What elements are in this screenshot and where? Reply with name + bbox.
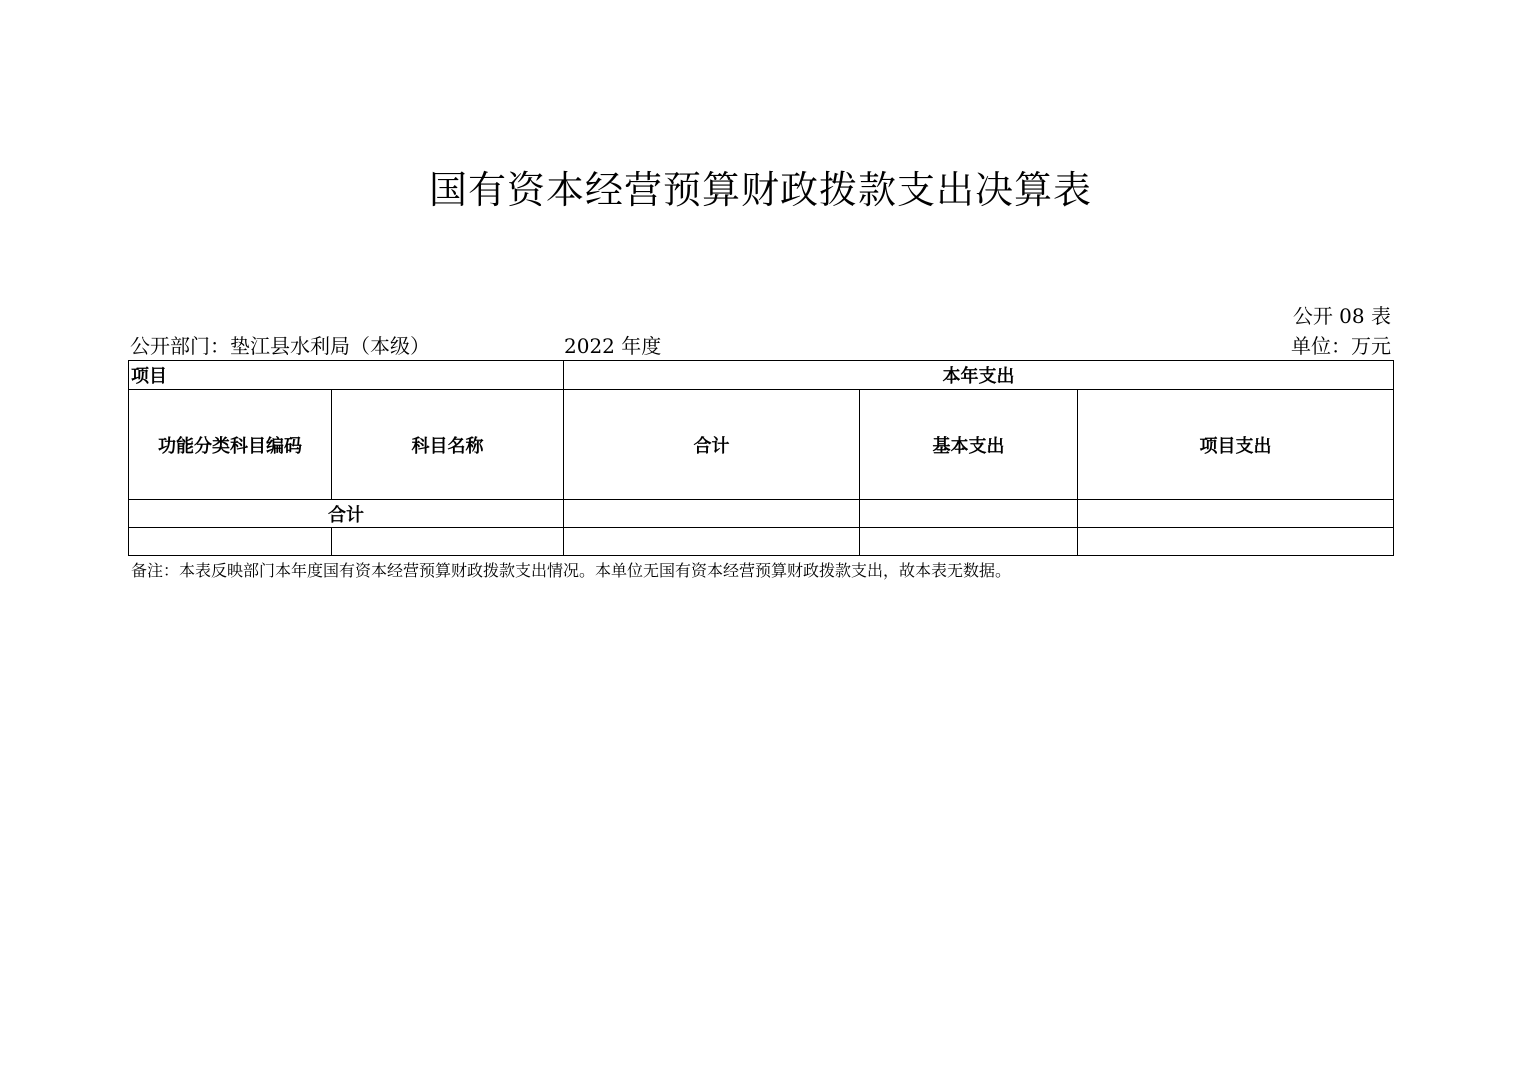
- col-header-total: 合计: [564, 390, 860, 500]
- table-total-row: [129, 500, 1394, 528]
- col-header-project: 项目支出: [1078, 390, 1394, 500]
- table-column-header-row: [129, 390, 1394, 500]
- expenditure-table: [128, 360, 1394, 556]
- footnote: 备注：本表反映部门本年度国有资本经营预算财政拨款支出情况。本单位无国有资本经营预算财政拨款支出，故本表无数据。: [131, 561, 1012, 580]
- total-label: 合计: [129, 500, 564, 528]
- unit-label: 单位：万元: [1291, 334, 1391, 358]
- row-project-cell: [1078, 528, 1394, 556]
- col-header-name: 科目名称: [332, 390, 564, 500]
- page-title: 国有资本经营预算财政拨款支出决算表: [428, 168, 1092, 212]
- col-header-basic: 基本支出: [860, 390, 1078, 500]
- col-header-code: 功能分类科目编码: [129, 390, 332, 500]
- row-name-cell: [332, 528, 564, 556]
- total-sum-cell: [564, 500, 860, 528]
- table-group-header-row: [129, 361, 1394, 390]
- total-basic-cell: [860, 500, 1078, 528]
- department-label: 公开部门：垫江县水利局（本级）: [130, 334, 430, 358]
- row-code-cell: [129, 528, 332, 556]
- form-number: 公开 08 表: [1292, 304, 1391, 328]
- row-total-cell: [564, 528, 860, 556]
- table-row: [129, 528, 1394, 556]
- row-basic-cell: [860, 528, 1078, 556]
- meta-row: [130, 333, 1391, 359]
- year-label: 2022 年度: [564, 334, 662, 358]
- header-item: 项目: [129, 361, 564, 390]
- header-current-year: 本年支出: [564, 361, 1394, 390]
- total-project-cell: [1078, 500, 1394, 528]
